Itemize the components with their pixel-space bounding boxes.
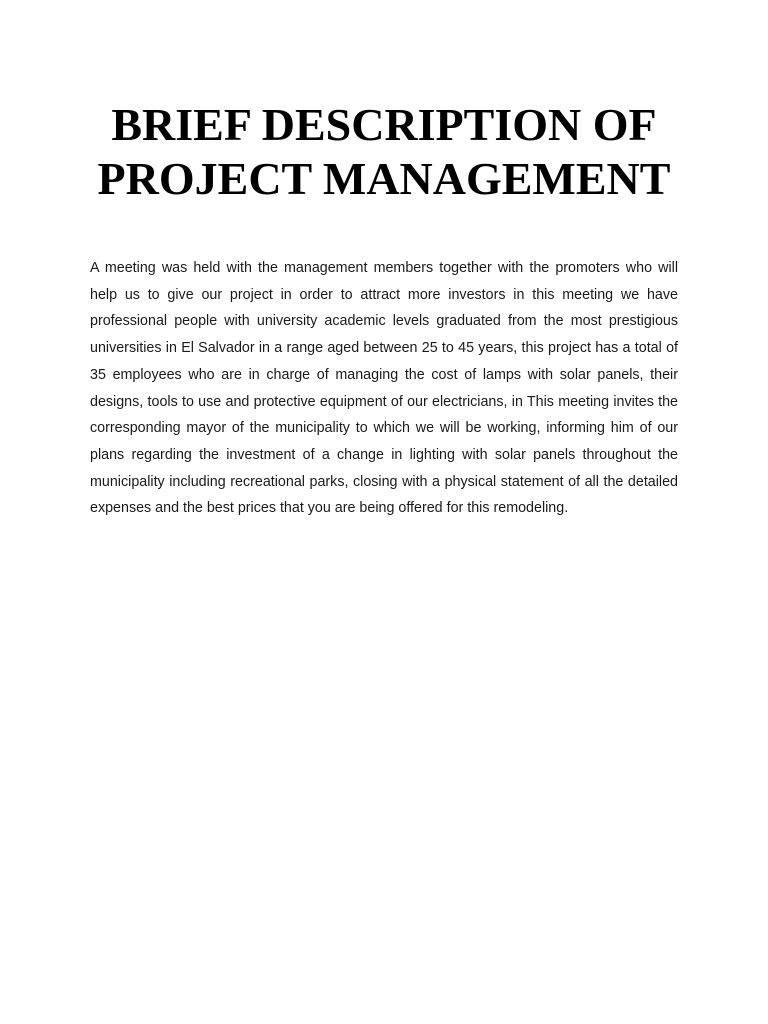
title-line-2: PROJECT MANAGEMENT bbox=[97, 153, 671, 204]
title-line-1: BRIEF DESCRIPTION OF bbox=[111, 99, 657, 150]
body-paragraph: A meeting was held with the management members together with the promoters who will help us to give our project in order to attract more investors in this meeting we have professional people with university academic levels graduated from the most prestigious universities in El Salvador in a range aged between 25 to 45 years, this project has a total of 35 employees who are in charge of managing the cost of lamps with solar panels, their designs, tools to use and protective equipment of our electricians, in This meeting invites the corresponding mayor of the municipality to which we will be working, informing him of our plans regarding the investment of a change in lighting with solar panels throughout the municipality including recreational parks, closing with a physical statement of all the detailed expenses and the best prices that you are being offered for this remodeling. bbox=[90, 260, 678, 517]
document-title bbox=[60, 98, 708, 206]
